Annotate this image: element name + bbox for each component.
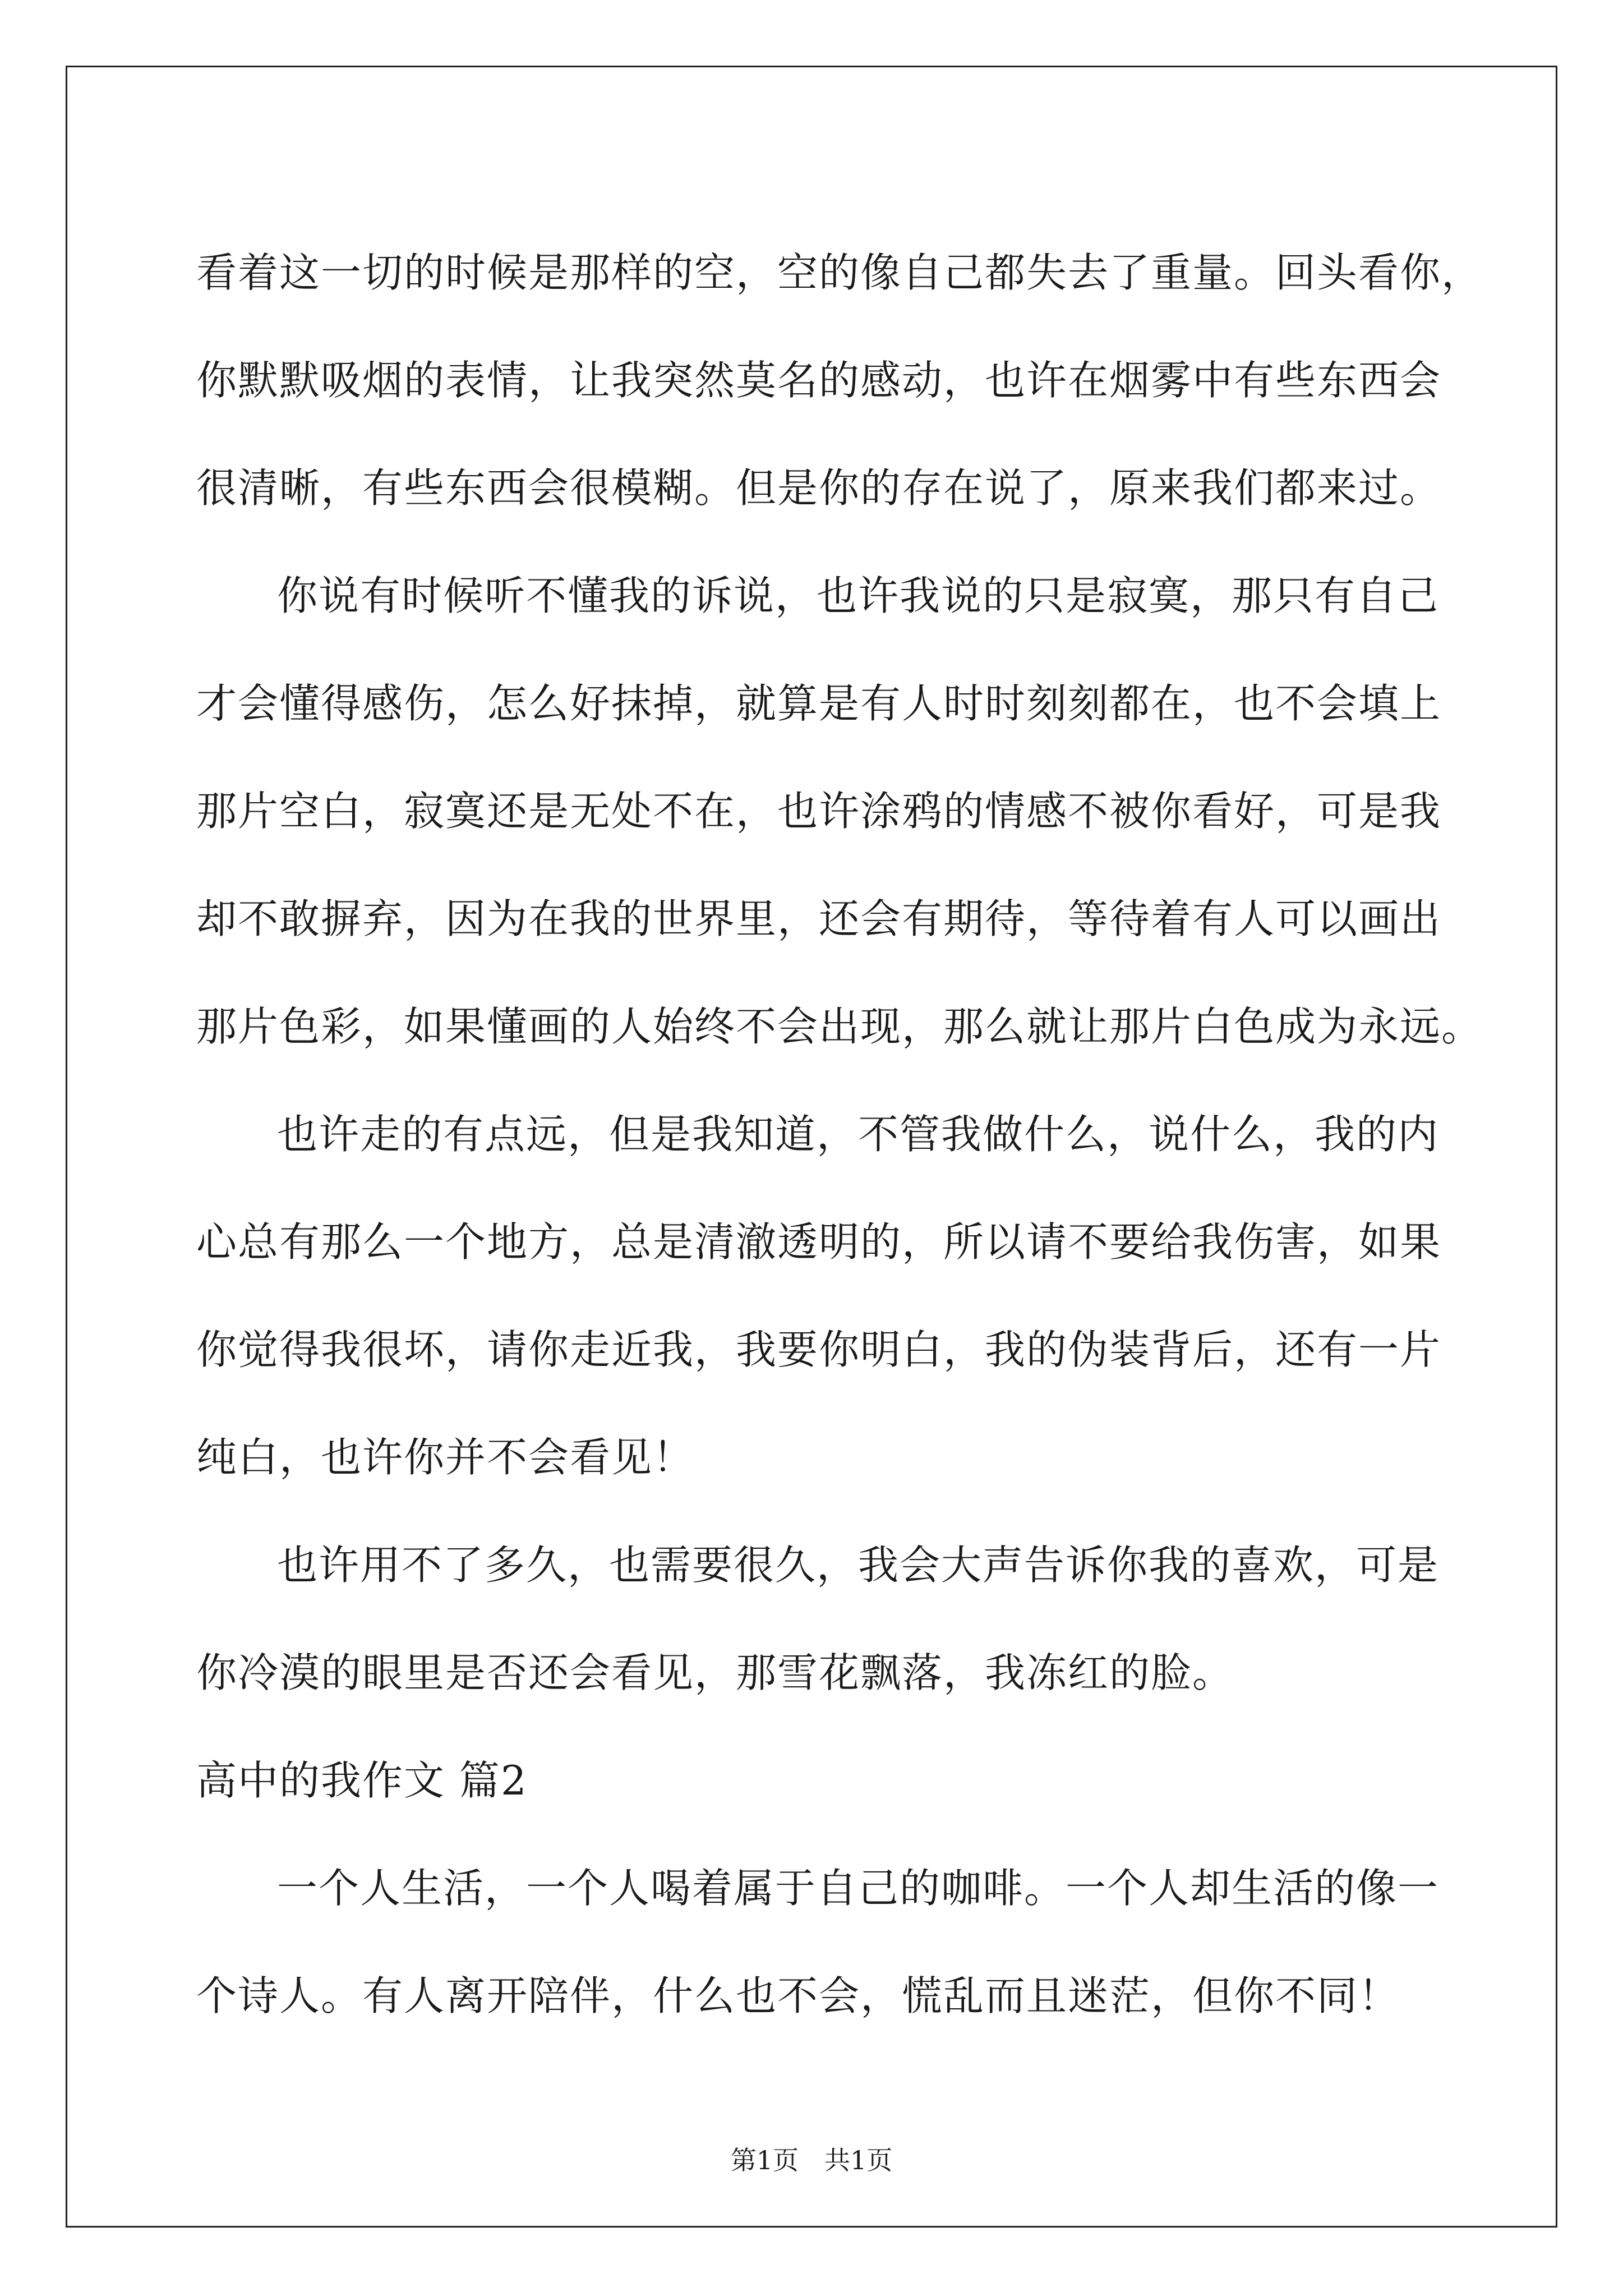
text-line: 才会懂得感伤，怎么好抹掉，就算是有人时时刻刻都在，也不会填上: [196, 680, 1442, 727]
text-line: 也许走的有点远，但是我知道，不管我做什么，说什么，我的内: [277, 1111, 1440, 1158]
text-line: 你说有时候听不懂我的诉说，也许我说的只是寂寞，那只有自己: [277, 572, 1440, 619]
text-line: 纯白，也许你并不会看见！: [196, 1434, 695, 1481]
text-line: 看着这一切的时候是那样的空，空的像自己都失去了重量。回头看你，: [196, 249, 1483, 296]
text-line: 你默默吸烟的表情，让我突然莫名的感动，也许在烟雾中有些东西会: [196, 357, 1442, 404]
text-line: 也许用不了多久，也需要很久，我会大声告诉你我的喜欢，可是: [277, 1542, 1440, 1589]
page-footer: 第1页 共1页: [730, 2145, 893, 2175]
document-body: [196, 219, 1483, 2050]
text-line: 你冷漠的眼里是否还会看见，那雪花飘落，我冻红的脸。: [196, 1649, 1234, 1696]
section-heading: 高中的我作文 篇2: [196, 1757, 528, 1804]
text-line: 那片色彩，如果懂画的人始终不会出现，那么就让那片白色成为永远。: [196, 1003, 1483, 1050]
text-line: 个诗人。有人离开陪伴，什么也不会，慌乱而且迷茫，但你不同！: [196, 1972, 1400, 2019]
text-line: 那片空白，寂寞还是无处不在，也许涂鸦的情感不被你看好，可是我: [196, 788, 1442, 835]
text-line: 一个人生活，一个人喝着属于自己的咖啡。一个人却生活的像一: [277, 1865, 1440, 1912]
text-line: 心总有那么一个地方，总是清澈透明的，所以请不要给我伤害，如果: [196, 1218, 1442, 1266]
text-line: 你觉得我很坏，请你走近我，我要你明白，我的伪装背后，还有一片: [196, 1326, 1442, 1373]
text-line: 却不敢摒弃，因为在我的世界里，还会有期待，等待着有人可以画出: [196, 895, 1442, 942]
text-line: 很清晰，有些东西会很模糊。但是你的存在说了，原来我们都来过。: [196, 464, 1442, 512]
